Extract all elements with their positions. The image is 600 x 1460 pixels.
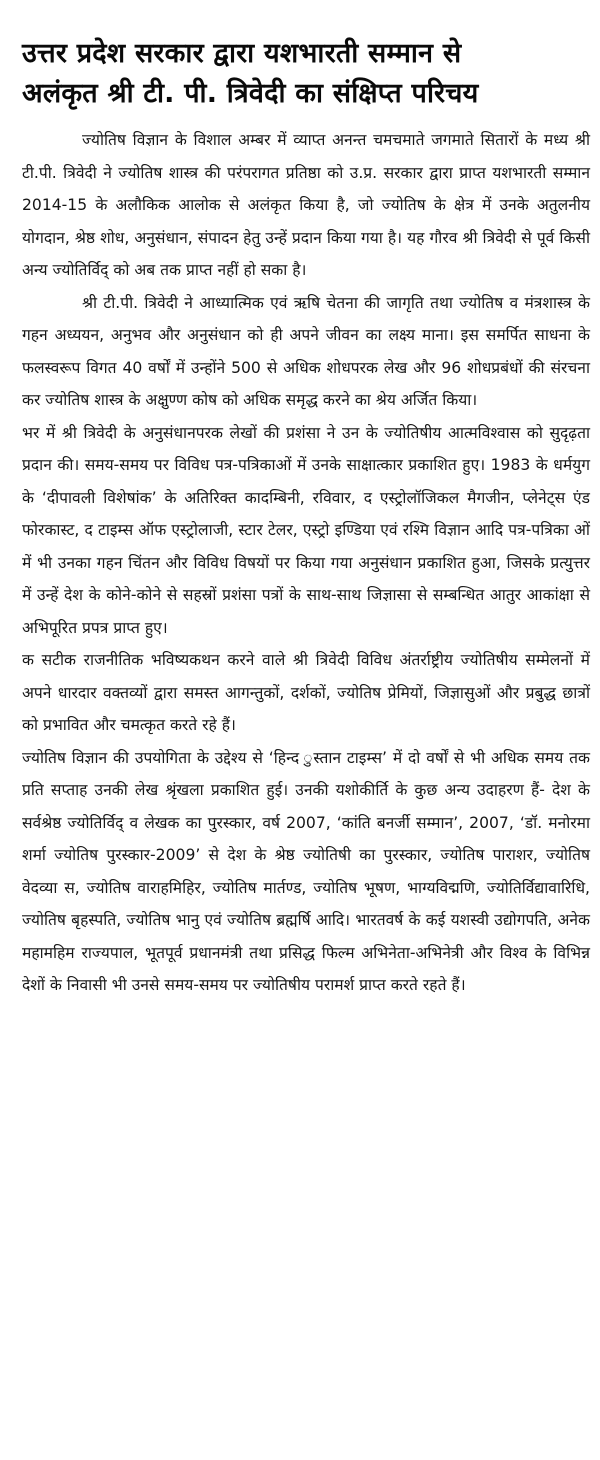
paragraph-yashbharati-award: ज्योतिष विज्ञान के विशाल अम्बर में व्याप्त अनन्त चमचमाते जगमाते सितारों के मध्य श्री टी.पी. त्रिवेदी ने ज्योतिष शास्त्र की परंपरागत प्रतिष्ठा को उ.प्र. सरकार द्वारा प्राप्त यशभारती सम्मान 2014-15 के अलौकिक आलोक से अलंकृत किया है, जो ज्योतिष के क्षेत्र में उनके अतुलनीय योगदान, श्रेष्ठ शोध, अनुसंधान, संपादन हेतु उन्हें प्रदान किया गया है। यह गौरव श्री त्रिवेदी से पूर्व किसी अन्य ज्योतिर्विद् को अब तक प्राप्त नहीं हो सका है।	[22, 131, 590, 279]
paragraph-research-work: श्री टी.पी. त्रिवेदी ने आध्यात्मिक एवं ऋषि चेतना की जागृति तथा ज्योतिष व मंत्रशास्त्र के गहन अध्ययन, अनुभव और अनुसंधान को ही अपने जीवन का लक्ष्य माना। इस समर्पित साधना के फलस्वरूप विगत 40 वर्षों में उन्होंने 500 से अधिक शोधपरक लेख और 96 शोधप्रबंधों की संरचना कर ज्योतिष शास्त्र के अक्षुण्ण कोष को अधिक समृद्ध करने का श्रेय अर्जित किया।	[22, 293, 590, 409]
article-title	[22, 34, 590, 114]
paragraph-honours: ज्योतिष विज्ञान की उपयोगिता के उद्देश्य से ‘हिन्द ुस्तान टाइम्स’ में दो वर्षों से भी अधिक समय तक प्रति सप्ताह उनकी लेख श्रृंखला प्रकाशित हुई। उनकी यशोकीर्ति के कुछ अन्य उदाहरण हैं- देश के सर्वश्रेष्ठ ज्योतिर्विद् व लेखक का पुरस्कार, वर्ष 2007, ‘कांति बनर्जी सम्मान’, 2007, ‘डॉ. मनोरमा शर्मा ज्योतिष पुरस्कार-2009’ से देश के श्रेष्ठ ज्योतिषी का पुरस्कार, ज्योतिष पाराशर, ज्योतिष वेदव्या स, ज्योतिष वाराहमिहिर, ज्योतिष मार्तण्ड, ज्योतिष भूषण, भाग्यविद्मणि, ज्योतिर्विद्यावारिधि, ज्योतिष बृहस्पति, ज्योतिष भानु एवं ज्योतिष ब्रह्मर्षि आदि। भारतवर्ष के कई यशस्वी उद्योगपति, अनेक महामहिम राज्यपाल, भूतपूर्व प्रधानमंत्री तथा प्रसिद्ध फिल्म अभिनेता-अभिनेत्री और विश्व के विभिन्न देशों के निवासी भी उनसे समय-समय पर ज्योतिषीय परामर्श प्राप्त करते रहते हैं।	[22, 748, 590, 994]
title-line-1: उत्तर प्रदेश सरकार द्वारा यशभारती सम्मान से	[22, 38, 462, 69]
paragraph-publications: भर में श्री त्रिवेदी के अनुसंधानपरक लेखों की प्रशंसा ने उन के ज्योतिषीय आत्मविश्वास को सुदृढ़ता प्रदान की। समय-समय पर विविध पत्र-पत्रिकाओं में उनके साक्षात्कार प्रकाशित हुए। 1983 के धर्मयुग के ‘दीपावली विशेषांक’ के अतिरिक्त कादम्बिनी, रविवार, द एस्ट्रोलॉजिकल मैगजीन, प्लेनेट्स एंड फोरकास्ट, द टाइम्स ऑफ एस्ट्रोलाजी, स्टार टेलर, एस्ट्रो इण्डिया एवं रश्मि विज्ञान आदि पत्र-पत्रिका ओं में भी उनका गहन चिंतन और विविध विषयों पर किया गया अनुसंधान प्रकाशित हुआ, जिसके प्रत्युत्तर में उन्हें देश के कोने-कोने से सहस्रों प्रशंसा पत्रों के साथ-साथ जिज्ञासा से सम्बन्धित आतुर आकांक्षा से अभिपूरित प्रपत्र प्राप्त हुए।	[22, 423, 590, 637]
article-body	[22, 124, 590, 1002]
title-line-2: अलंकृत श्री टी. पी. त्रिवेदी का संक्षिप्त परिचय	[22, 78, 479, 109]
paragraph-conferences: क सटीक राजनीतिक भविष्यकथन करने वाले श्री त्रिवेदी विविध अंतर्राष्ट्रीय ज्योतिषीय सम्मेलनों में अपने धारदार वक्तव्यों द्वारा समस्त आगन्तुकों, दर्शकों, ज्योतिष प्रेमियों, जिज्ञासुओं और प्रबुद्ध छात्रों को प्रभावित और चमत्कृत करते रहे हैं।	[22, 651, 590, 734]
